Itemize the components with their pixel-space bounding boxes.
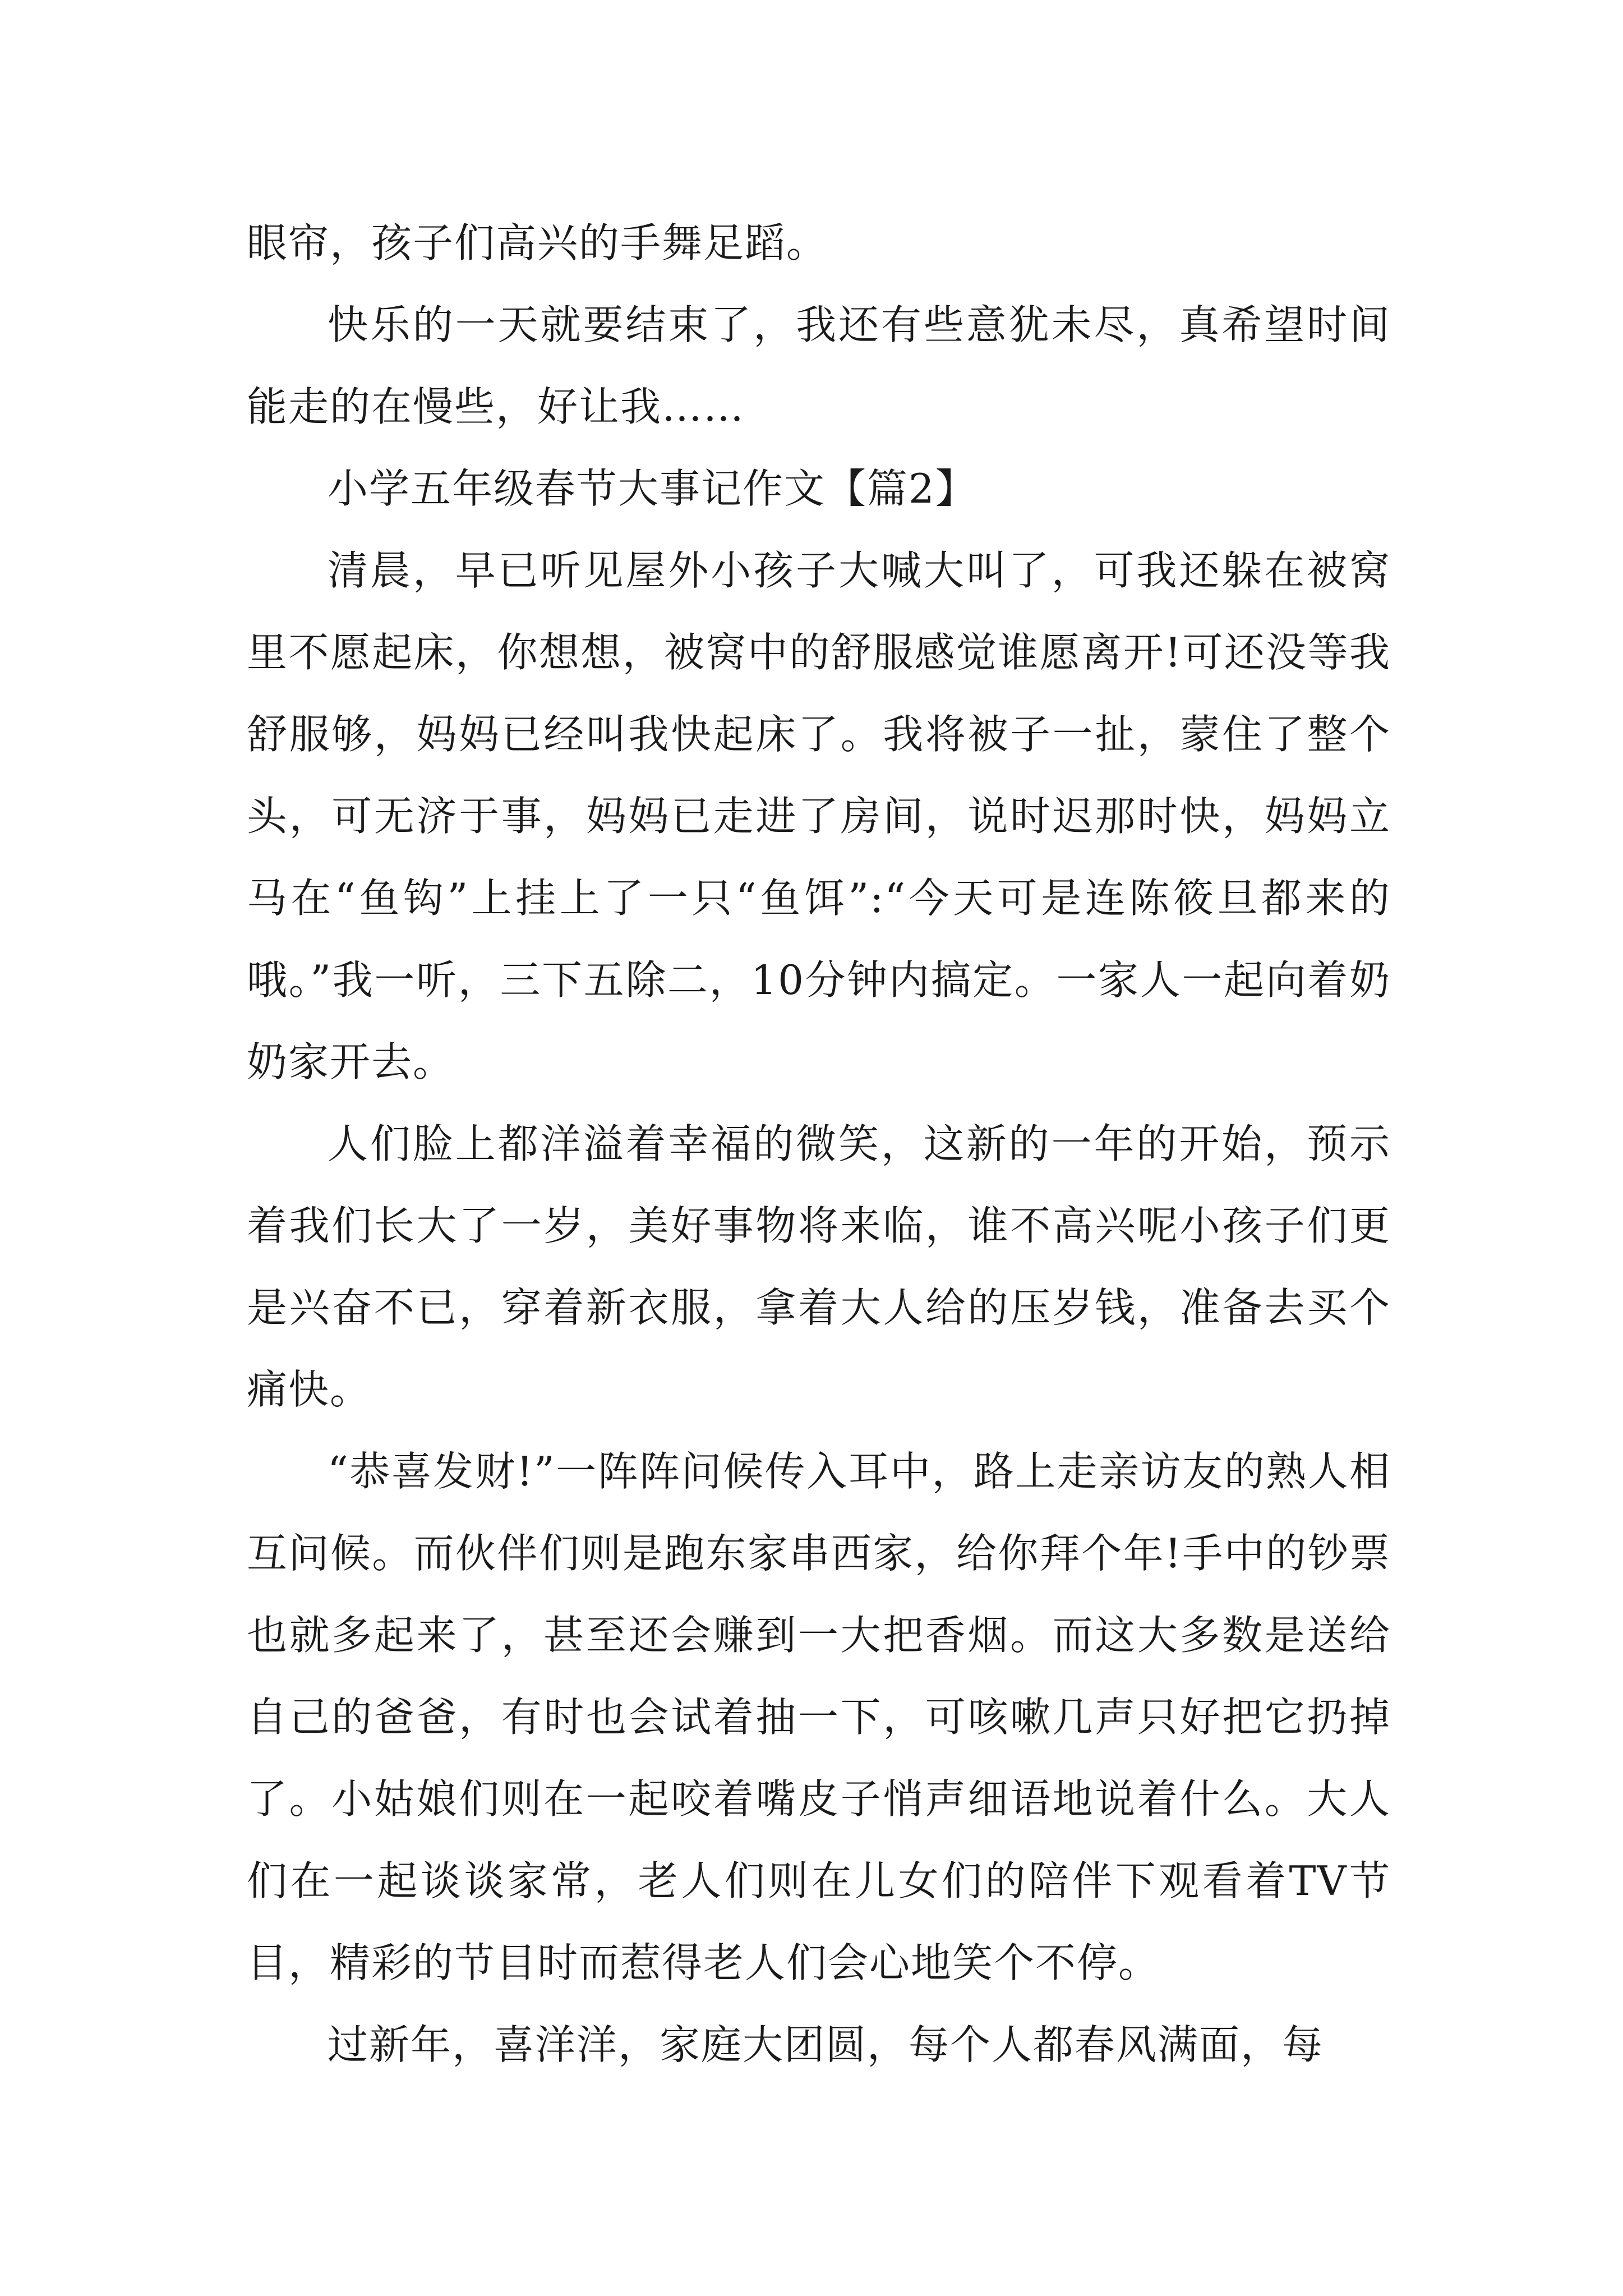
paragraph-continued: 眼帘，孩子们高兴的手舞足蹈。: [247, 219, 828, 266]
paragraph-greetings: “恭喜发财!”一阵阵问候传入耳中，路上走亲访友的熟人相互问候。而伙伴们则是跑东家串西家，给你拜个年!手中的钞票也就多起来了，甚至还会赚到一大把香烟。而这大多数是送给自己的爸爸，有时也会试着抽一下，可咳嗽几声只好把它扔掉了。小姑娘们则在一起咬着嘴皮子悄声细语地说着什么。大人们在一起谈谈家常，老人们则在儿女们的陪伴下观看着TV节目，精彩的节目时而惹得老人们会心地笑个不停。: [247, 1448, 1391, 1986]
paragraph-reunion: 过新年，喜洋洋，家庭大团圆，每个人都春风满面，每: [328, 2021, 1324, 2068]
section-heading: 小学五年级春节大事记作文【篇2】: [328, 465, 977, 512]
paragraph-morning: 清晨，早已听见屋外小孩子大喊大叫了，可我还躲在被窝里不愿起床，你想想，被窝中的舒服感觉谁愿离开!可还没等我舒服够，妈妈已经叫我快起床了。我将被子一扯，蒙住了整个头，可无济于事，妈妈已走进了房间，说时迟那时快，妈妈立马在“鱼钩”上挂上了一只“鱼饵”:“今天可是连陈筱旦都来的哦。”我一听，三下五除二，10分钟内搞定。一家人一起向着奶奶家开去。: [247, 547, 1391, 1085]
document-body: [247, 202, 1391, 2086]
paragraph-new-year: 人们脸上都洋溢着幸福的微笑，这新的一年的开始，预示着我们长大了一岁，美好事物将来临，谁不高兴呢小孩子们更是兴奋不已，穿着新衣服，拿着大人给的压岁钱，准备去买个痛快。: [247, 1120, 1391, 1413]
paragraph-ending: 快乐的一天就要结束了，我还有些意犹未尽，真希望时间能走的在慢些，好让我……: [247, 301, 1391, 430]
